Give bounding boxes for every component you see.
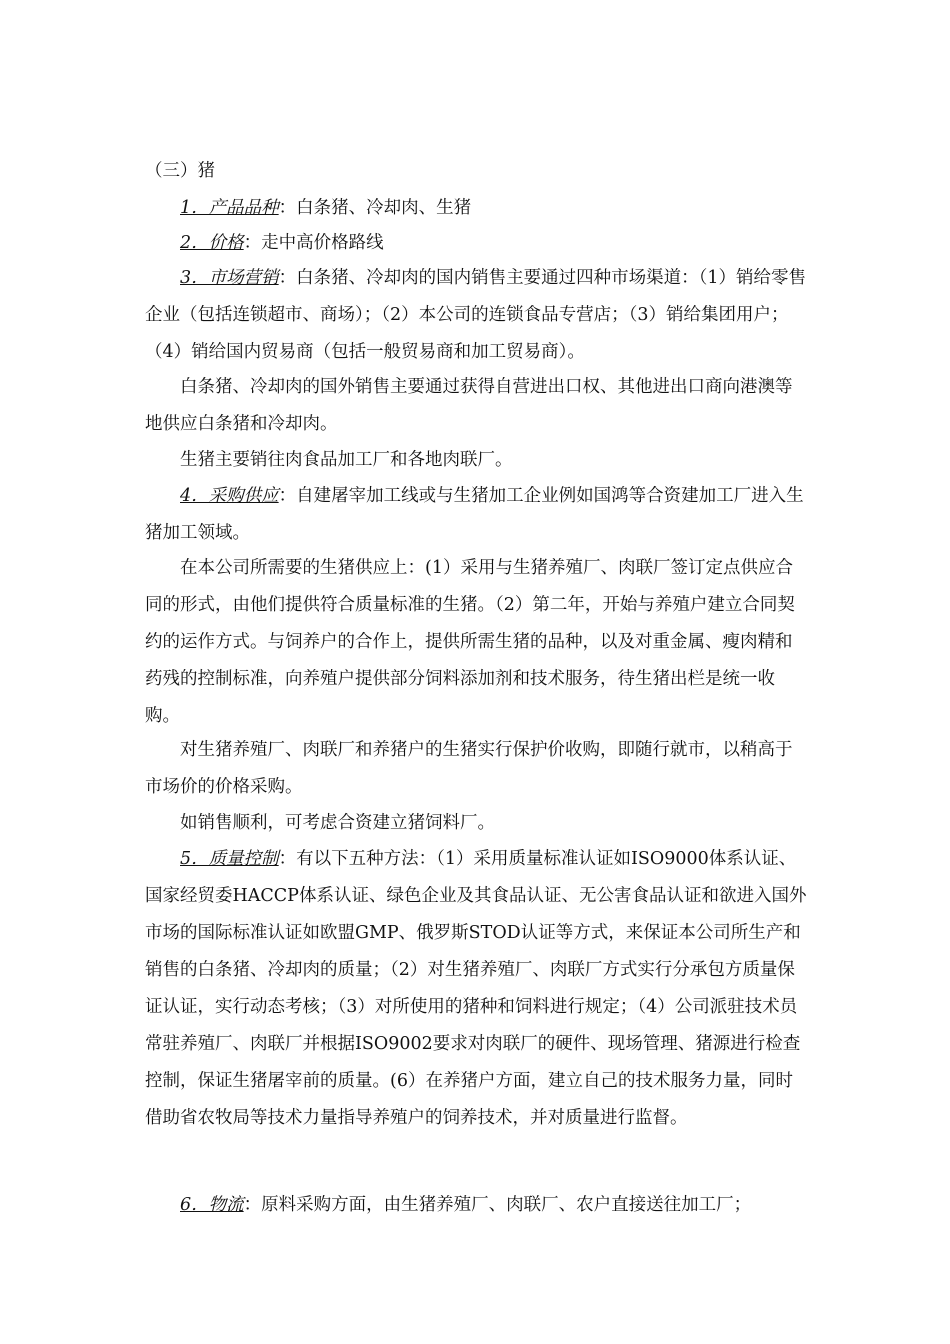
item-purchase-text: 自建屠宰加工线或与生猪加工企业例如国鸿等合资建加工厂进入生猪加工领域。 — [145, 486, 804, 543]
item-product-label: 1．产品品种 — [180, 198, 279, 218]
item-market-text: 白条猪、冷却肉的国内销售主要通过四种市场渠道：（1）销给零售企业（包括连锁超市、商场）；（2）本公司的连锁食品专营店；（3）销给集团用户；（4）销给国内贸易商（包括一般贸易商和加工贸易商）。 — [145, 268, 807, 362]
item-quality-text: 有以下五种方法：（1）采用质量标准认证如ISO9000体系认证、国家经贸委HACCP体系认证、绿色企业及其食品认证、无公害食品认证和欲进入国外市场的国际标准认证如欧盟GMP、俄罗斯STOD认证等方式，来保证本公司所生产和销售的白条猪、冷却肉的质量；（2）对生猪养殖厂、肉联厂方式实行分承包方质量保证认证，实行动态考核；（3）对所使用的猪种和饲料进行规定；（4）公司派驻技术员常驻养殖厂、肉联厂并根据ISO9002要求对肉联厂的硬件、现场管理、猪源进行检查控制，保证生猪屠宰前的质量。(6）在养猪户方面，建立自己的技术服务力量，同时借助省农牧局等技术力量指导养殖户的饲养技术，并对质量进行监督。 — [145, 849, 807, 1128]
item-logistics-label: 6．物流 — [180, 1195, 244, 1215]
item-quality-label: 5．质量控制 — [180, 849, 279, 869]
item-quality: 5．质量控制：有以下五种方法：（1）采用质量标准认证如ISO9000体系认证、国家经贸委HACCP体系认证、绿色企业及其食品认证、无公害食品认证和欲进入国外市场的国际标准认证如欧盟GMP、俄罗斯STOD认证等方式，来保证本公司所生产和销售的白条猪、冷却肉的质量；（2）对生猪养殖厂、肉联厂方式实行分承包方质量保证认证，实行动态考核；（3）对所使用的猪种和饲料进行规定；（4）公司派驻技术员常驻养殖厂、肉联厂并根据ISO9002要求对肉联厂的硬件、现场管理、猪源进行检查控制，保证生猪屠宰前的质量。(6）在养猪户方面，建立自己的技术服务力量，同时借助省农牧局等技术力量指导养殖户的饲养技术，并对质量进行监督。 — [145, 849, 807, 1128]
paragraph-purchase-price: 对生猪养殖厂、肉联厂和养猪户的生猪实行保护价收购，即随行就市，以稍高于市场价的价格采购。 — [145, 740, 793, 797]
item-price-label: 2．价格 — [180, 233, 244, 253]
item-logistics-text: 原料采购方面，由生猪养殖厂、肉联厂、农户直接送往加工厂； — [261, 1195, 752, 1215]
paragraph-market-export: 白条猪、冷却肉的国外销售主要通过获得自营进出口权、其他进出口商向港澳等地供应白条猪和冷却肉。 — [145, 377, 793, 434]
item-product: 1．产品品种：白条猪、冷却肉、生猪 — [180, 198, 472, 218]
item-logistics: 6．物流：原料采购方面，由生猪养殖厂、肉联厂、农户直接送往加工厂； — [180, 1195, 752, 1215]
paragraph-purchase-supply: 在本公司所需要的生猪供应上：(1）采用与生猪养殖厂、肉联厂签订定点供应合同的形式，由他们提供符合质量标准的生猪。（2）第二年，开始与养殖户建立合同契约的运作方式。与饲养户的合作上，提供所需生猪的品种，以及对重金属、瘦肉精和药残的控制标准，向养殖户提供部分饲料添加剂和技术服务，待生猪出栏是统一收购。 — [145, 558, 795, 726]
item-price: 2．价格：走中高价格路线 — [180, 233, 384, 253]
section-title: （三）猪 — [145, 161, 215, 181]
item-product-text: 白条猪、冷却肉、生猪 — [296, 198, 472, 218]
item-market: 3．市场营销：白条猪、冷却肉的国内销售主要通过四种市场渠道：（1）销给零售企业（包括连锁超市、商场）；（2）本公司的连锁食品专营店；（3）销给集团用户；（4）销给国内贸易商（包括一般贸易商和加工贸易商）。 — [145, 268, 807, 362]
item-price-text: 走中高价格路线 — [261, 233, 384, 253]
item-purchase-label: 4．采购供应 — [180, 486, 279, 506]
item-purchase: 4．采购供应：自建屠宰加工线或与生猪加工企业例如国鸿等合资建加工厂进入生猪加工领域。 — [145, 486, 804, 543]
item-market-label: 3．市场营销 — [180, 268, 279, 288]
paragraph-market-live: 生猪主要销往肉食品加工厂和各地肉联厂。 — [180, 450, 513, 470]
paragraph-purchase-feed: 如销售顺利，可考虑合资建立猪饲料厂。 — [180, 813, 495, 833]
